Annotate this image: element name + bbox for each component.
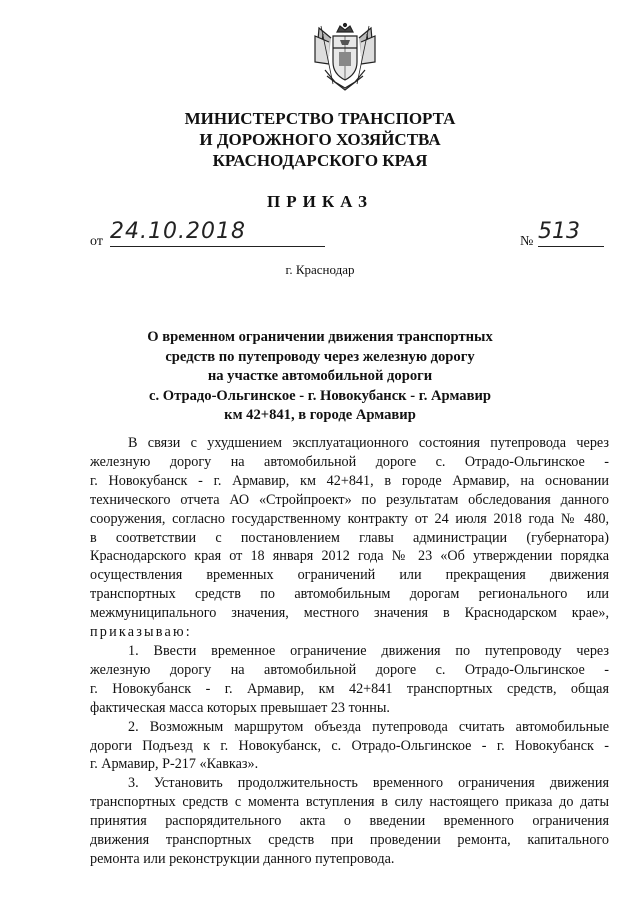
body-line-18: г. Армавир, Р-217 «Кавказ». — [90, 756, 259, 773]
body-line-2: железную дорогу на автомобильной дороге с. Отрадо-Ольгинское - — [90, 453, 609, 470]
body-line-7: Краснодарского края от 18 января 2012 года № 23 «Об утверждении порядка — [90, 548, 609, 565]
ministry-line-1: МИНИСТЕРСТВО ТРАНСПОРТА — [184, 109, 456, 128]
order-number: 513 — [538, 220, 604, 247]
ministry-line-2: И ДОРОЖНОГО ХОЗЯЙСТВА — [199, 130, 441, 149]
number-prefix: № — [520, 234, 534, 249]
body-line-14: г. Новокубанск - г. Армавир, км 42+841 транспортных средств, общая — [90, 680, 609, 697]
order-subject — [0, 328, 640, 426]
krasnodar-coat-of-arms-icon — [313, 22, 377, 92]
body-line-4: технического отчета АО «Стройпроект» по результатам обследования данного — [90, 491, 609, 508]
subject-line-3: на участке автомобильной дороги — [207, 368, 433, 384]
body-line-13: железную дорогу на автомобильной дороге с. Отрадо-Ольгинское - — [90, 661, 609, 678]
subject-line-4: с. Отрадо-Ольгинское - г. Новокубанск - г. Армавир — [149, 387, 491, 404]
body-line-19: 3. Установить продолжительность временного ограничения движения — [128, 775, 609, 792]
body-line-8: осуществления временных ограничений или прекращения движения — [90, 567, 609, 584]
body-line-9: транспортных средств по автомобильным дорогам регионального или — [90, 586, 609, 603]
ministry-name — [0, 108, 640, 171]
order-body — [90, 434, 609, 869]
body-line-6: в соответствии с постановлением главы администрации (губернатора) — [90, 529, 609, 546]
body-line-15: фактическая масса которых превышает 23 тонны. — [90, 699, 390, 716]
order-date: 24.10.2018 — [110, 220, 325, 247]
body-line-23: ремонта или реконструкции данного путепровода. — [90, 850, 395, 867]
body-line-1: В связи с ухудшением эксплуатационного состояния путепровода через — [128, 435, 609, 451]
date-prefix: от — [90, 234, 103, 249]
body-line-12: 1. Ввести временное ограничение движения по путепроводу через — [128, 642, 609, 659]
order-date-number-row — [90, 220, 600, 250]
subject-line-2: средств по путепроводу через железную дорогу — [165, 348, 475, 365]
subject-line-1: О временном ограничении движения транспортных — [147, 329, 493, 345]
body-line-21: принятия распорядительного акта о введении временного ограничения — [90, 813, 609, 830]
body-line-20: транспортных средств с момента вступления в силу настоящего приказа до даты — [90, 794, 609, 811]
body-line-17: дороги Подъезд к г. Новокубанск, с. Отрадо-Ольгинское - г. Новокубанск - — [90, 737, 609, 754]
body-line-16: 2. Возможным маршрутом объезда путепровода считать автомобильные — [128, 718, 609, 735]
body-line-3: г. Новокубанск - г. Армавир, км 42+841, в городе Армавир, на основании — [90, 472, 609, 489]
body-line-5: сооружения, согласно государственному контракту от 24 июля 2018 года № 480, — [90, 510, 609, 527]
subject-line-5: км 42+841, в городе Армавир — [224, 407, 416, 423]
body-line-22: движения транспортных средств при проведении ремонта, капитального — [90, 832, 609, 849]
order-city: г. Краснодар — [285, 262, 355, 277]
order-title: ПРИКАЗ — [267, 192, 373, 211]
body-line-10: межмуниципального значения, местного значения в Краснодарском крае», — [90, 605, 609, 622]
ministry-line-3: КРАСНОДАРСКОГО КРАЯ — [212, 151, 428, 170]
body-line-11: приказываю: — [90, 624, 192, 641]
